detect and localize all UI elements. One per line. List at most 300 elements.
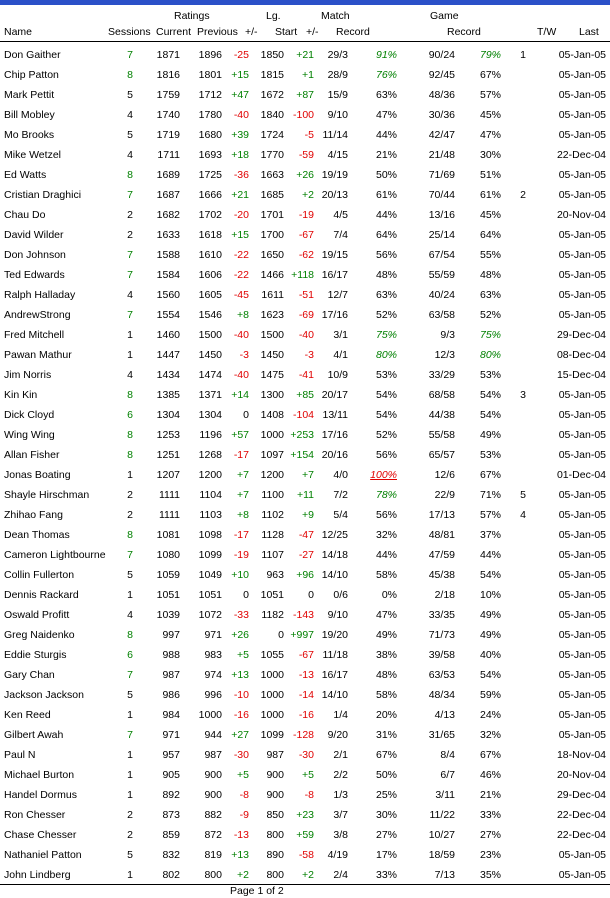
cell-last: 20-Nov-04: [556, 209, 606, 221]
cell-game: 2/18: [434, 589, 455, 601]
cell-game-pct: 52%: [479, 309, 501, 321]
cell-game-pct: 54%: [479, 569, 501, 581]
cell-previous: 1712: [198, 89, 222, 101]
cell-diff: -33: [233, 609, 249, 621]
table-row: [0, 865, 610, 885]
cell-last: 05-Jan-05: [558, 869, 606, 881]
cell-previous: 1104: [199, 489, 222, 501]
cell-current: 873: [162, 809, 180, 821]
cell-previous: 1072: [198, 609, 222, 621]
cell-name: Kin Kin: [4, 389, 38, 401]
cell-last: 05-Jan-05: [558, 229, 606, 241]
cell-game-pct: 45%: [479, 209, 501, 221]
cell-last: 05-Jan-05: [558, 249, 606, 261]
cell-current: 984: [162, 709, 180, 721]
cell-match-pct: 53%: [375, 369, 397, 381]
cell-diff: -40: [233, 329, 249, 341]
table-row: [0, 125, 610, 145]
cell-game-pct: 71%: [479, 489, 501, 501]
cell-lg-diff: 1815: [260, 69, 284, 81]
cell-last: 05-Jan-05: [558, 729, 606, 741]
cell-last: 29-Dec-04: [556, 789, 606, 801]
cell-game-pct: 23%: [479, 849, 501, 861]
table-row: [0, 45, 610, 65]
cell-current: 1759: [156, 89, 180, 101]
cell-match: 4/19: [327, 849, 348, 861]
cell-match-pct: 58%: [375, 689, 397, 701]
cell-diff: -25: [233, 49, 249, 61]
cell-last: 05-Jan-05: [558, 629, 606, 641]
cell-game: 63/58: [428, 309, 455, 321]
cell-match-pct: 49%: [375, 629, 397, 641]
cell-last: 05-Jan-05: [558, 489, 606, 501]
cell-last: 22-Dec-04: [556, 809, 606, 821]
cell-match-pct: 21%: [375, 149, 397, 161]
cell-game-pct: 57%: [479, 89, 501, 101]
cell-lg-diff: 1300: [260, 389, 284, 401]
cell-sessions: 4: [127, 149, 133, 161]
cell-game-pct: 33%: [479, 809, 501, 821]
cell-game-pct: 54%: [479, 389, 501, 401]
cell-match: 4/5: [333, 209, 348, 221]
cell-previous: 882: [204, 809, 222, 821]
cell-game: 9/3: [440, 329, 455, 341]
page-number: Page 1 of 2: [230, 885, 284, 897]
cell-sessions: 4: [127, 369, 133, 381]
cell-previous: 1610: [198, 249, 222, 261]
cell-start: -104: [292, 409, 314, 421]
cell-game-pct: 67%: [479, 69, 501, 81]
cell-lg-diff: 1623: [260, 309, 284, 321]
cell-match-pct: 44%: [375, 129, 397, 141]
cell-diff: +57: [231, 429, 249, 441]
table-row: [0, 525, 610, 545]
cell-sessions: 5: [127, 569, 133, 581]
cell-match: 14/10: [321, 569, 348, 581]
table-row: [0, 605, 610, 625]
cell-previous: 1801: [198, 69, 222, 81]
table-row: [0, 665, 610, 685]
cell-start: +5: [302, 769, 314, 781]
cell-match-pct: 47%: [375, 109, 397, 121]
cell-start: +85: [296, 389, 314, 401]
footer-rule: [0, 884, 610, 885]
cell-match-pct: 33%: [375, 869, 397, 881]
cell-start: +7: [302, 469, 314, 481]
cell-match: 9/10: [327, 609, 348, 621]
cell-previous: 1099: [198, 549, 222, 561]
table-row: [0, 345, 610, 365]
table-row: [0, 325, 610, 345]
cell-lg-diff: 1475: [260, 369, 284, 381]
cell-match-pct: 52%: [375, 429, 397, 441]
cell-game: 55/59: [428, 269, 455, 281]
cell-previous: 1693: [198, 149, 222, 161]
cell-game-pct: 75%: [479, 329, 501, 341]
cell-diff: +26: [231, 629, 249, 641]
cell-name: Ed Watts: [4, 169, 47, 181]
cell-last: 05-Jan-05: [558, 669, 606, 681]
cell-name: Mark Pettit: [4, 89, 55, 101]
cell-last: 05-Jan-05: [558, 409, 606, 421]
cell-diff: +8: [237, 509, 249, 521]
cell-lg-diff: 800: [266, 869, 284, 881]
cell-start: -16: [298, 709, 314, 721]
cell-match-pct: 30%: [375, 809, 397, 821]
cell-name: Cameron Lightbourne: [4, 549, 106, 561]
cell-match: 0/6: [333, 589, 348, 601]
table-row: [0, 585, 610, 605]
cell-lg-diff: 1663: [260, 169, 284, 181]
cell-match: 16/17: [321, 669, 348, 681]
cell-sessions: 8: [127, 449, 133, 461]
table-row: [0, 565, 610, 585]
cell-diff: +27: [231, 729, 249, 741]
cell-game: 12/3: [434, 349, 455, 361]
cell-match: 20/17: [321, 389, 348, 401]
cell-last: 15-Dec-04: [556, 369, 606, 381]
cell-diff: +39: [231, 129, 249, 141]
cell-name: Gary Chan: [4, 669, 55, 681]
cell-last: 05-Jan-05: [558, 169, 606, 181]
cell-previous: 1051: [198, 589, 222, 601]
cell-last: 05-Jan-05: [558, 289, 606, 301]
cell-sessions: 2: [127, 489, 133, 501]
header-game: Game: [430, 10, 459, 22]
header-rule: [0, 41, 610, 42]
cell-diff: +5: [237, 769, 249, 781]
cell-previous: 1605: [198, 289, 222, 301]
table-row: [0, 785, 610, 805]
cell-tw: 1: [520, 49, 526, 61]
cell-lg-diff: 0: [278, 629, 284, 641]
cell-game: 33/35: [428, 609, 455, 621]
cell-last: 05-Jan-05: [558, 549, 606, 561]
cell-name: Shayle Hirschman: [4, 489, 90, 501]
table-row: [0, 365, 610, 385]
cell-game: 55/58: [428, 429, 455, 441]
table-row: [0, 425, 610, 445]
cell-start: -8: [304, 789, 314, 801]
cell-match-pct: 76%: [375, 69, 397, 81]
cell-diff: -16: [233, 709, 249, 721]
cell-game-pct: 64%: [479, 229, 501, 241]
cell-lg-diff: 1200: [260, 469, 284, 481]
cell-match: 7/4: [333, 229, 348, 241]
cell-lg-diff: 1611: [261, 289, 284, 301]
cell-name: Cristian Draghici: [4, 189, 82, 201]
cell-lg-diff: 1700: [260, 229, 284, 241]
header-last: Last: [579, 26, 599, 38]
cell-match: 28/9: [327, 69, 348, 81]
cell-game: 42/47: [428, 129, 455, 141]
cell-diff: -36: [233, 169, 249, 181]
cell-start: -14: [298, 689, 314, 701]
cell-last: 05-Jan-05: [558, 389, 606, 401]
cell-name: Jim Norris: [4, 369, 52, 381]
cell-game: 8/4: [440, 749, 455, 761]
cell-previous: 1500: [198, 329, 222, 341]
cell-match: 5/4: [333, 509, 348, 521]
cell-last: 05-Jan-05: [558, 849, 606, 861]
cell-previous: 1196: [199, 429, 222, 441]
cell-previous: 1200: [198, 469, 222, 481]
cell-match-pct: 44%: [375, 549, 397, 561]
cell-name: Oswald Profitt: [4, 609, 70, 621]
cell-diff: -8: [239, 789, 249, 801]
cell-diff: -30: [233, 749, 249, 761]
cell-name: Ron Chesser: [4, 809, 66, 821]
cell-last: 18-Nov-04: [556, 749, 606, 761]
cell-previous: 1000: [198, 709, 222, 721]
cell-current: 1460: [156, 329, 180, 341]
cell-sessions: 1: [127, 869, 133, 881]
cell-last: 05-Jan-05: [558, 269, 606, 281]
table-row: [0, 825, 610, 845]
cell-start: +96: [296, 569, 314, 581]
cell-start: +21: [296, 49, 314, 61]
table-row: [0, 225, 610, 245]
cell-previous: 1702: [198, 209, 222, 221]
cell-start: -30: [298, 749, 314, 761]
cell-lg-diff: 1000: [260, 429, 284, 441]
cell-lg-diff: 1685: [260, 189, 284, 201]
cell-game-pct: 24%: [479, 709, 501, 721]
cell-match: 2/2: [333, 769, 348, 781]
cell-name: Mike Wetzel: [4, 149, 61, 161]
cell-lg-diff: 1102: [261, 509, 284, 521]
table-row: [0, 765, 610, 785]
cell-sessions: 1: [127, 589, 133, 601]
cell-name: Ted Edwards: [4, 269, 65, 281]
cell-previous: 1268: [198, 449, 222, 461]
cell-last: 29-Dec-04: [556, 329, 606, 341]
cell-diff: -22: [233, 269, 249, 281]
cell-game: 68/58: [428, 389, 455, 401]
cell-current: 1740: [156, 109, 180, 121]
cell-current: 1711: [157, 149, 180, 161]
cell-game-pct: 61%: [479, 189, 501, 201]
table-row: [0, 145, 610, 165]
cell-current: 1081: [156, 529, 180, 541]
table-row: [0, 505, 610, 525]
page-footer: [0, 884, 610, 898]
cell-match: 19/15: [321, 249, 348, 261]
cell-sessions: 7: [127, 249, 133, 261]
cell-previous: 987: [204, 749, 222, 761]
cell-sessions: 8: [127, 69, 133, 81]
cell-lg-diff: 1840: [260, 109, 284, 121]
cell-game: 12/6: [434, 469, 455, 481]
cell-lg-diff: 1770: [260, 149, 284, 161]
cell-name: Jackson Jackson: [4, 689, 84, 701]
cell-match-pct: 56%: [375, 449, 397, 461]
cell-game-pct: 79%: [479, 49, 501, 61]
cell-sessions: 8: [127, 429, 133, 441]
cell-previous: 800: [204, 869, 222, 881]
cell-current: 986: [162, 689, 180, 701]
cell-last: 05-Jan-05: [558, 189, 606, 201]
cell-sessions: 2: [127, 809, 133, 821]
cell-match: 13/11: [322, 409, 348, 421]
cell-match: 9/10: [327, 109, 348, 121]
cell-name: Gilbert Awah: [4, 729, 64, 741]
cell-current: 1051: [156, 589, 180, 601]
header-name: Name: [4, 26, 33, 38]
top-band: [0, 0, 610, 5]
cell-last: 05-Jan-05: [558, 649, 606, 661]
cell-match-pct: 17%: [375, 849, 397, 861]
cell-match-pct: 63%: [375, 89, 397, 101]
cell-current: 1434: [156, 369, 180, 381]
cell-match-pct: 56%: [375, 509, 397, 521]
cell-start: 0: [308, 589, 314, 601]
cell-start: -69: [298, 309, 314, 321]
cell-match-pct: 48%: [375, 669, 397, 681]
cell-game-pct: 51%: [479, 169, 501, 181]
cell-current: 1059: [156, 569, 180, 581]
cell-match-pct: 50%: [375, 769, 397, 781]
cell-game: 21/48: [428, 149, 455, 161]
cell-previous: 974: [204, 669, 222, 681]
cell-game: 71/69: [428, 169, 455, 181]
cell-previous: 1371: [198, 389, 222, 401]
cell-diff: -20: [233, 209, 249, 221]
cell-name: Greg Naidenko: [4, 629, 75, 641]
cell-current: 957: [162, 749, 180, 761]
cell-diff: -40: [233, 369, 249, 381]
cell-diff: +5: [237, 649, 249, 661]
cell-game: 17/13: [428, 509, 455, 521]
cell-diff: -19: [233, 549, 249, 561]
cell-game: 71/73: [428, 629, 455, 641]
cell-name: Pawan Mathur: [4, 349, 72, 361]
cell-match: 7/2: [333, 489, 348, 501]
cell-sessions: 7: [127, 49, 133, 61]
table-row: [0, 205, 610, 225]
cell-lg-diff: 800: [266, 829, 284, 841]
header-current: Current: [156, 26, 192, 38]
cell-sessions: 8: [127, 169, 133, 181]
cell-name: Dick Cloyd: [4, 409, 55, 421]
table-row: [0, 285, 610, 305]
cell-diff: +18: [231, 149, 249, 161]
cell-sessions: 8: [127, 389, 133, 401]
table-row: [0, 405, 610, 425]
cell-current: 832: [162, 849, 180, 861]
cell-current: 971: [162, 729, 180, 741]
cell-game: 7/13: [434, 869, 455, 881]
cell-game-pct: 21%: [479, 789, 501, 801]
cell-name: Chase Chesser: [4, 829, 77, 841]
cell-name: Wing Wing: [4, 429, 55, 441]
cell-name: Don Gaither: [4, 49, 61, 61]
cell-diff: -40: [233, 109, 249, 121]
cell-match: 3/8: [333, 829, 348, 841]
cell-tw: 5: [520, 489, 526, 501]
cell-game-pct: 32%: [479, 729, 501, 741]
cell-current: 1304: [156, 409, 180, 421]
cell-name: Mo Brooks: [4, 129, 55, 141]
cell-last: 05-Jan-05: [558, 509, 606, 521]
cell-current: 1385: [156, 389, 180, 401]
cell-lg-diff: 1051: [260, 589, 284, 601]
cell-sessions: 5: [127, 689, 133, 701]
cell-game-pct: 40%: [479, 649, 501, 661]
cell-game-pct: 45%: [479, 109, 501, 121]
cell-game-pct: 10%: [479, 589, 501, 601]
cell-tw: 3: [520, 389, 526, 401]
cell-last: 05-Jan-05: [558, 709, 606, 721]
cell-game: 65/57: [428, 449, 455, 461]
cell-game-pct: 63%: [479, 289, 501, 301]
cell-diff: +7: [237, 489, 249, 501]
cell-sessions: 6: [127, 409, 133, 421]
cell-lg-diff: 1672: [260, 89, 284, 101]
cell-start: +23: [296, 809, 314, 821]
cell-current: 1554: [156, 309, 180, 321]
cell-last: 08-Dec-04: [556, 349, 606, 361]
cell-name: Don Johnson: [4, 249, 66, 261]
cell-match-pct: 63%: [375, 289, 397, 301]
header-lg: Lg.: [266, 10, 281, 22]
cell-lg-diff: 1128: [261, 529, 284, 541]
cell-lg-diff: 1701: [260, 209, 284, 221]
table-row: [0, 185, 610, 205]
cell-sessions: 4: [127, 609, 133, 621]
cell-current: 892: [162, 789, 180, 801]
cell-start: -13: [298, 669, 314, 681]
cell-start: +1: [302, 69, 314, 81]
cell-current: 1588: [156, 249, 180, 261]
cell-game-pct: 67%: [479, 469, 501, 481]
cell-previous: 872: [204, 829, 222, 841]
cell-start: +154: [290, 449, 314, 461]
cell-name: Eddie Sturgis: [4, 649, 67, 661]
cell-lg-diff: 1182: [261, 609, 284, 621]
cell-current: 1111: [158, 509, 180, 521]
cell-sessions: 5: [127, 89, 133, 101]
cell-match: 17/16: [321, 309, 348, 321]
table-row: [0, 65, 610, 85]
cell-match: 4/15: [327, 149, 348, 161]
cell-match-pct: 25%: [375, 789, 397, 801]
cell-game: 13/16: [428, 209, 455, 221]
cell-match: 16/17: [321, 269, 348, 281]
cell-last: 22-Dec-04: [556, 829, 606, 841]
cell-lg-diff: 1650: [260, 249, 284, 261]
cell-match-pct: 100%: [370, 469, 397, 481]
cell-game: 30/36: [428, 109, 455, 121]
header-sessions: Sessions: [108, 26, 151, 38]
cell-current: 1719: [156, 129, 180, 141]
cell-match-pct: 27%: [375, 829, 397, 841]
cell-match: 4/1: [333, 349, 348, 361]
header-lg-diff: +/-: [306, 26, 319, 38]
cell-current: 1111: [158, 489, 180, 501]
cell-diff: -13: [233, 829, 249, 841]
cell-match: 9/20: [327, 729, 348, 741]
cell-lg-diff: 1099: [260, 729, 284, 741]
cell-game-pct: 55%: [479, 249, 501, 261]
cell-game-pct: 48%: [479, 269, 501, 281]
cell-current: 1207: [156, 469, 180, 481]
cell-game-pct: 53%: [479, 369, 501, 381]
cell-match-pct: 50%: [375, 169, 397, 181]
cell-last: 05-Jan-05: [558, 69, 606, 81]
cell-sessions: 4: [127, 109, 133, 121]
cell-previous: 900: [204, 769, 222, 781]
